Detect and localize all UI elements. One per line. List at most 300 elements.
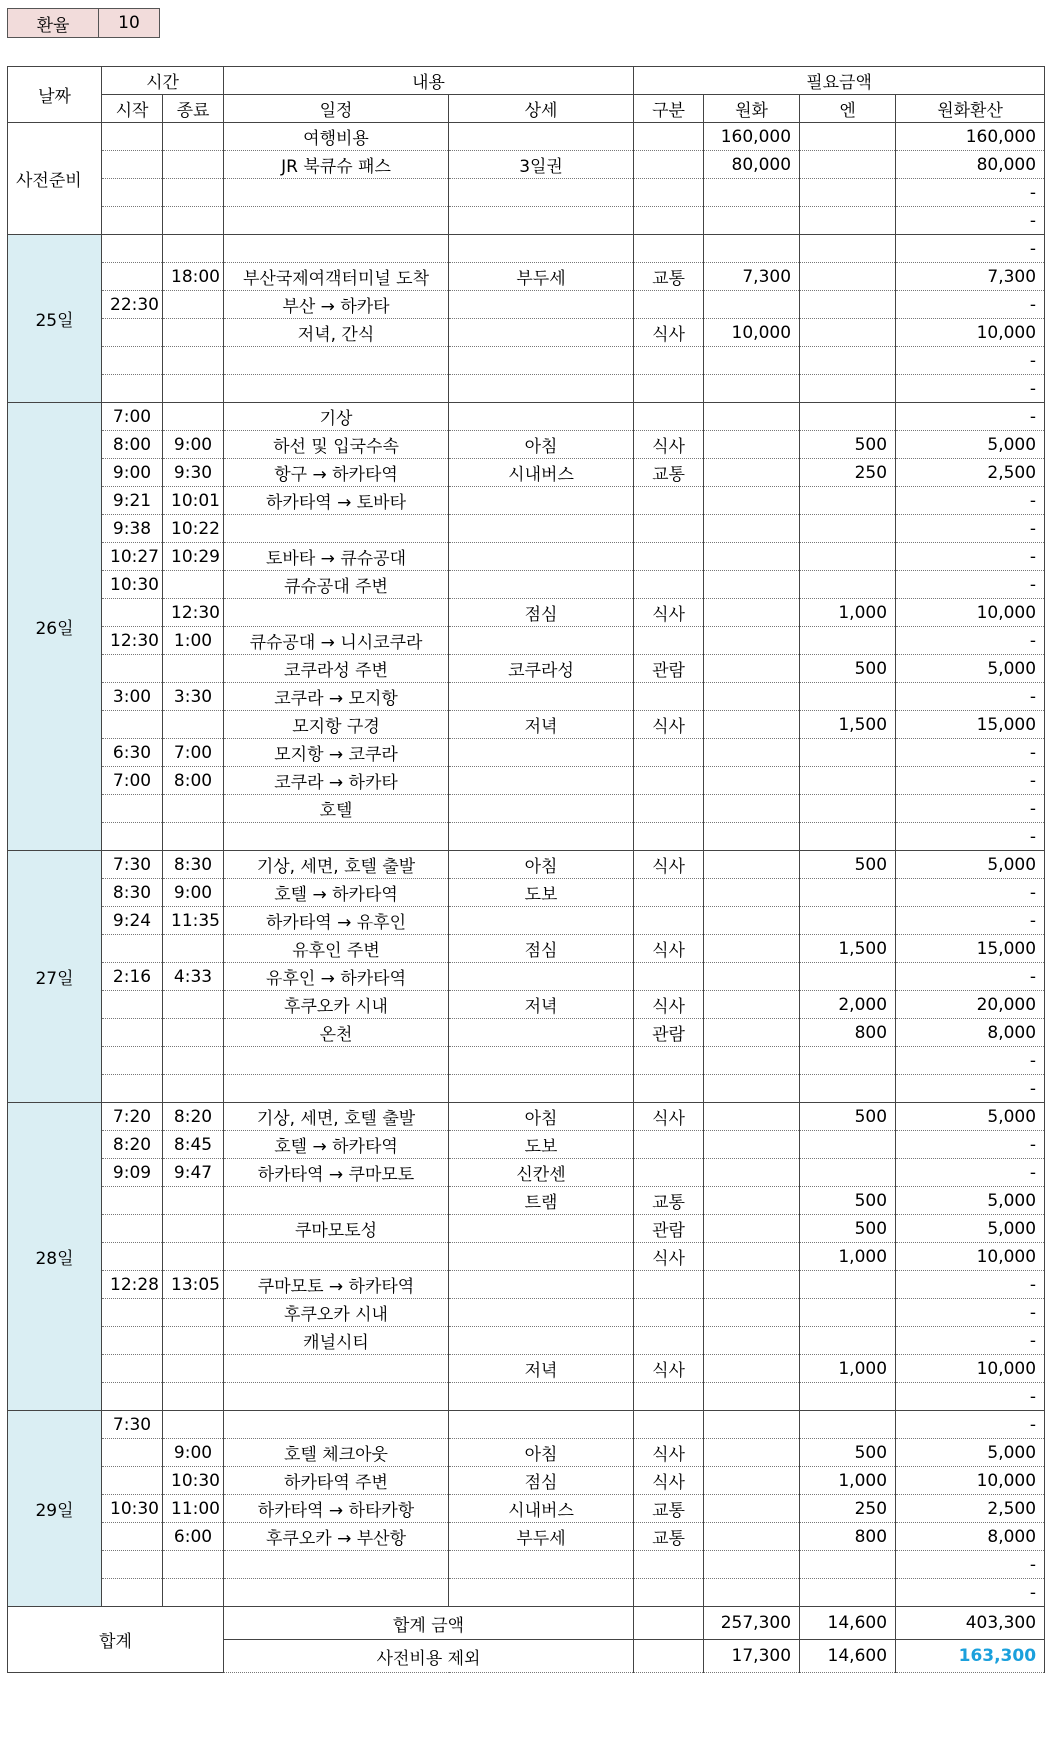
start-time-cell[interactable] <box>102 347 163 375</box>
krw-converted-cell[interactable]: - <box>896 627 1045 655</box>
category-cell[interactable]: 교통 <box>634 1495 704 1523</box>
jpy-cell[interactable] <box>800 515 896 543</box>
start-time-cell[interactable]: 12:30 <box>102 627 163 655</box>
schedule-cell[interactable]: 후쿠오카 → 부산항 <box>224 1523 449 1551</box>
krw-converted-cell[interactable]: - <box>896 1159 1045 1187</box>
category-cell[interactable] <box>634 795 704 823</box>
schedule-cell[interactable] <box>224 1579 449 1607</box>
jpy-cell[interactable] <box>800 1299 896 1327</box>
start-time-cell[interactable]: 3:00 <box>102 683 163 711</box>
detail-cell[interactable]: 점심 <box>449 599 634 627</box>
detail-cell[interactable] <box>449 543 634 571</box>
detail-cell[interactable] <box>449 1327 634 1355</box>
category-cell[interactable] <box>634 907 704 935</box>
schedule-cell[interactable]: 하카타역 주변 <box>224 1467 449 1495</box>
schedule-cell[interactable] <box>224 1187 449 1215</box>
krw-converted-cell[interactable]: 10,000 <box>896 599 1045 627</box>
start-time-cell[interactable]: 8:30 <box>102 879 163 907</box>
krw-converted-cell[interactable]: - <box>896 179 1045 207</box>
schedule-cell[interactable]: 온천 <box>224 1019 449 1047</box>
schedule-cell[interactable]: 캐널시티 <box>224 1327 449 1355</box>
end-time-cell[interactable]: 9:30 <box>163 459 224 487</box>
krw-cell[interactable] <box>704 1215 800 1243</box>
krw-cell[interactable] <box>704 851 800 879</box>
totals-item-label[interactable]: 사전비용 제외 <box>224 1640 634 1673</box>
category-cell[interactable]: 교통 <box>634 1187 704 1215</box>
start-time-cell[interactable]: 9:21 <box>102 487 163 515</box>
date-cell[interactable]: 29일 <box>8 1411 102 1607</box>
end-time-cell[interactable]: 12:30 <box>163 599 224 627</box>
krw-cell[interactable] <box>704 1103 800 1131</box>
category-cell[interactable]: 교통 <box>634 263 704 291</box>
start-time-cell[interactable]: 22:30 <box>102 291 163 319</box>
end-time-cell[interactable] <box>163 1551 224 1579</box>
jpy-cell[interactable] <box>800 1159 896 1187</box>
krw-cell[interactable] <box>704 1047 800 1075</box>
detail-cell[interactable] <box>449 1383 634 1411</box>
krw-converted-cell[interactable]: - <box>896 683 1045 711</box>
category-cell[interactable] <box>634 571 704 599</box>
krw-converted-cell[interactable]: - <box>896 1383 1045 1411</box>
jpy-cell[interactable] <box>800 543 896 571</box>
schedule-cell[interactable]: JR 북큐슈 패스 <box>224 151 449 179</box>
end-time-cell[interactable]: 3:30 <box>163 683 224 711</box>
detail-cell[interactable] <box>449 1047 634 1075</box>
krw-converted-cell[interactable]: - <box>896 291 1045 319</box>
jpy-cell[interactable] <box>800 963 896 991</box>
start-time-cell[interactable]: 7:20 <box>102 1103 163 1131</box>
start-time-cell[interactable]: 10:30 <box>102 1495 163 1523</box>
start-time-cell[interactable] <box>102 1551 163 1579</box>
schedule-cell[interactable] <box>224 1383 449 1411</box>
detail-cell[interactable] <box>449 683 634 711</box>
jpy-cell[interactable]: 1,500 <box>800 711 896 739</box>
krw-converted-cell[interactable]: - <box>896 795 1045 823</box>
end-time-cell[interactable]: 10:01 <box>163 487 224 515</box>
start-time-cell[interactable] <box>102 1187 163 1215</box>
totals-jpy-cell[interactable]: 14,600 <box>800 1607 896 1640</box>
detail-cell[interactable]: 부두세 <box>449 1523 634 1551</box>
category-cell[interactable] <box>634 767 704 795</box>
category-cell[interactable]: 식사 <box>634 319 704 347</box>
end-time-cell[interactable]: 9:00 <box>163 1439 224 1467</box>
krw-cell[interactable] <box>704 1327 800 1355</box>
end-time-cell[interactable]: 8:20 <box>163 1103 224 1131</box>
category-cell[interactable] <box>634 235 704 263</box>
krw-converted-cell[interactable]: - <box>896 347 1045 375</box>
detail-cell[interactable]: 3일권 <box>449 151 634 179</box>
jpy-cell[interactable] <box>800 179 896 207</box>
schedule-cell[interactable]: 저녁, 간식 <box>224 319 449 347</box>
detail-cell[interactable]: 신칸센 <box>449 1159 634 1187</box>
schedule-cell[interactable]: 후쿠오카 시내 <box>224 1299 449 1327</box>
category-cell[interactable] <box>634 487 704 515</box>
krw-cell[interactable] <box>704 1467 800 1495</box>
end-time-cell[interactable] <box>163 291 224 319</box>
totals-jpy-cell[interactable]: 14,600 <box>800 1640 896 1673</box>
krw-cell[interactable] <box>704 179 800 207</box>
jpy-cell[interactable] <box>800 1383 896 1411</box>
krw-converted-cell[interactable]: 5,000 <box>896 1103 1045 1131</box>
schedule-cell[interactable] <box>224 1551 449 1579</box>
start-time-cell[interactable]: 12:28 <box>102 1271 163 1299</box>
start-time-cell[interactable]: 2:16 <box>102 963 163 991</box>
jpy-cell[interactable]: 250 <box>800 1495 896 1523</box>
krw-converted-cell[interactable]: 5,000 <box>896 851 1045 879</box>
krw-converted-cell[interactable]: 5,000 <box>896 655 1045 683</box>
jpy-cell[interactable] <box>800 767 896 795</box>
start-time-cell[interactable]: 7:00 <box>102 403 163 431</box>
krw-cell[interactable] <box>704 403 800 431</box>
jpy-cell[interactable]: 500 <box>800 431 896 459</box>
schedule-cell[interactable]: 부산 → 하카타 <box>224 291 449 319</box>
category-cell[interactable] <box>634 879 704 907</box>
jpy-cell[interactable]: 250 <box>800 459 896 487</box>
category-cell[interactable]: 식사 <box>634 935 704 963</box>
detail-cell[interactable] <box>449 207 634 235</box>
krw-converted-cell[interactable]: - <box>896 963 1045 991</box>
detail-cell[interactable] <box>449 767 634 795</box>
detail-cell[interactable]: 트램 <box>449 1187 634 1215</box>
detail-cell[interactable] <box>449 291 634 319</box>
start-time-cell[interactable] <box>102 655 163 683</box>
jpy-cell[interactable] <box>800 1327 896 1355</box>
jpy-cell[interactable] <box>800 291 896 319</box>
schedule-cell[interactable] <box>224 179 449 207</box>
detail-cell[interactable]: 점심 <box>449 1467 634 1495</box>
category-cell[interactable]: 식사 <box>634 851 704 879</box>
krw-converted-cell[interactable]: 80,000 <box>896 151 1045 179</box>
detail-cell[interactable] <box>449 739 634 767</box>
detail-cell[interactable] <box>449 1579 634 1607</box>
krw-converted-cell[interactable]: - <box>896 1411 1045 1439</box>
krw-converted-cell[interactable]: - <box>896 375 1045 403</box>
krw-cell[interactable] <box>704 1439 800 1467</box>
category-cell[interactable] <box>634 151 704 179</box>
jpy-cell[interactable] <box>800 319 896 347</box>
detail-cell[interactable]: 시내버스 <box>449 1495 634 1523</box>
krw-cell[interactable] <box>704 459 800 487</box>
krw-cell[interactable] <box>704 935 800 963</box>
krw-converted-cell[interactable]: 8,000 <box>896 1019 1045 1047</box>
category-cell[interactable] <box>634 403 704 431</box>
detail-cell[interactable] <box>449 319 634 347</box>
date-cell[interactable]: 27일 <box>8 851 102 1103</box>
schedule-cell[interactable]: 쿠마모토 → 하카타역 <box>224 1271 449 1299</box>
detail-cell[interactable]: 시내버스 <box>449 459 634 487</box>
date-cell[interactable]: 28일 <box>8 1103 102 1411</box>
category-cell[interactable] <box>634 1159 704 1187</box>
krw-converted-cell[interactable]: 8,000 <box>896 1523 1045 1551</box>
jpy-cell[interactable] <box>800 1131 896 1159</box>
totals-krw-converted-cell[interactable]: 403,300 <box>896 1607 1045 1640</box>
end-time-cell[interactable] <box>163 1047 224 1075</box>
krw-converted-cell[interactable]: - <box>896 235 1045 263</box>
detail-cell[interactable] <box>449 963 634 991</box>
end-time-cell[interactable]: 18:00 <box>163 263 224 291</box>
detail-cell[interactable]: 도보 <box>449 879 634 907</box>
detail-cell[interactable] <box>449 1551 634 1579</box>
jpy-cell[interactable] <box>800 795 896 823</box>
schedule-cell[interactable]: 코쿠라 → 하카타 <box>224 767 449 795</box>
krw-converted-cell[interactable]: - <box>896 1047 1045 1075</box>
jpy-cell[interactable]: 500 <box>800 1103 896 1131</box>
end-time-cell[interactable] <box>163 123 224 151</box>
krw-cell[interactable] <box>704 627 800 655</box>
schedule-cell[interactable]: 코쿠라 → 모지항 <box>224 683 449 711</box>
start-time-cell[interactable]: 9:00 <box>102 459 163 487</box>
end-time-cell[interactable]: 9:00 <box>163 879 224 907</box>
category-cell[interactable]: 식사 <box>634 1243 704 1271</box>
schedule-cell[interactable]: 코쿠라성 주변 <box>224 655 449 683</box>
jpy-cell[interactable] <box>800 1411 896 1439</box>
end-time-cell[interactable]: 7:00 <box>163 739 224 767</box>
category-cell[interactable]: 식사 <box>634 1355 704 1383</box>
category-cell[interactable] <box>634 207 704 235</box>
jpy-cell[interactable]: 500 <box>800 655 896 683</box>
detail-cell[interactable] <box>449 1019 634 1047</box>
schedule-cell[interactable]: 유후인 주변 <box>224 935 449 963</box>
krw-cell[interactable] <box>704 431 800 459</box>
end-time-cell[interactable] <box>163 1327 224 1355</box>
category-cell[interactable] <box>634 1411 704 1439</box>
krw-converted-cell[interactable]: 15,000 <box>896 711 1045 739</box>
start-time-cell[interactable] <box>102 1383 163 1411</box>
krw-converted-cell[interactable]: 5,000 <box>896 1439 1045 1467</box>
krw-cell[interactable] <box>704 1579 800 1607</box>
schedule-cell[interactable]: 하카타역 → 쿠마모토 <box>224 1159 449 1187</box>
krw-converted-cell[interactable]: - <box>896 543 1045 571</box>
krw-cell[interactable] <box>704 1495 800 1523</box>
category-cell[interactable] <box>634 1271 704 1299</box>
krw-cell[interactable] <box>704 991 800 1019</box>
schedule-cell[interactable]: 항구 → 하카타역 <box>224 459 449 487</box>
detail-cell[interactable] <box>449 403 634 431</box>
start-time-cell[interactable] <box>102 1075 163 1103</box>
jpy-cell[interactable] <box>800 739 896 767</box>
krw-cell[interactable] <box>704 571 800 599</box>
date-cell[interactable]: 25일 <box>8 235 102 403</box>
detail-cell[interactable]: 아침 <box>449 431 634 459</box>
schedule-cell[interactable] <box>224 235 449 263</box>
schedule-cell[interactable]: 호텔 → 하카타역 <box>224 879 449 907</box>
end-time-cell[interactable]: 13:05 <box>163 1271 224 1299</box>
category-cell[interactable] <box>634 1075 704 1103</box>
detail-cell[interactable] <box>449 1411 634 1439</box>
category-cell[interactable] <box>634 823 704 851</box>
krw-cell[interactable] <box>704 1243 800 1271</box>
start-time-cell[interactable] <box>102 207 163 235</box>
category-cell[interactable]: 식사 <box>634 431 704 459</box>
jpy-cell[interactable]: 1,000 <box>800 1355 896 1383</box>
schedule-cell[interactable] <box>224 1047 449 1075</box>
start-time-cell[interactable] <box>102 1327 163 1355</box>
krw-cell[interactable]: 160,000 <box>704 123 800 151</box>
krw-converted-cell[interactable]: 10,000 <box>896 1243 1045 1271</box>
category-cell[interactable] <box>634 739 704 767</box>
category-cell[interactable] <box>634 1579 704 1607</box>
krw-cell[interactable] <box>704 739 800 767</box>
detail-cell[interactable]: 아침 <box>449 1439 634 1467</box>
detail-cell[interactable]: 저녁 <box>449 1355 634 1383</box>
schedule-cell[interactable]: 하카타역 → 토바타 <box>224 487 449 515</box>
start-time-cell[interactable]: 8:20 <box>102 1131 163 1159</box>
detail-cell[interactable] <box>449 571 634 599</box>
category-cell[interactable] <box>634 347 704 375</box>
schedule-cell[interactable] <box>224 207 449 235</box>
schedule-cell[interactable] <box>224 1075 449 1103</box>
krw-converted-cell[interactable]: - <box>896 767 1045 795</box>
jpy-cell[interactable] <box>800 1047 896 1075</box>
category-cell[interactable]: 식사 <box>634 1467 704 1495</box>
detail-cell[interactable]: 아침 <box>449 851 634 879</box>
jpy-cell[interactable]: 500 <box>800 1215 896 1243</box>
krw-cell[interactable] <box>704 1019 800 1047</box>
category-cell[interactable] <box>634 683 704 711</box>
krw-converted-cell[interactable]: 160,000 <box>896 123 1045 151</box>
krw-converted-cell[interactable]: - <box>896 823 1045 851</box>
krw-cell[interactable] <box>704 1159 800 1187</box>
end-time-cell[interactable] <box>163 711 224 739</box>
schedule-cell[interactable]: 호텔 <box>224 795 449 823</box>
krw-converted-cell[interactable]: - <box>896 1075 1045 1103</box>
start-time-cell[interactable]: 10:30 <box>102 571 163 599</box>
krw-cell[interactable] <box>704 599 800 627</box>
schedule-cell[interactable]: 하카타역 → 유후인 <box>224 907 449 935</box>
krw-cell[interactable] <box>704 1271 800 1299</box>
krw-cell[interactable] <box>704 1187 800 1215</box>
krw-cell[interactable] <box>704 1551 800 1579</box>
jpy-cell[interactable] <box>800 347 896 375</box>
schedule-cell[interactable]: 여행비용 <box>224 123 449 151</box>
detail-cell[interactable] <box>449 1215 634 1243</box>
jpy-cell[interactable] <box>800 1579 896 1607</box>
category-cell[interactable]: 관람 <box>634 1019 704 1047</box>
end-time-cell[interactable]: 10:29 <box>163 543 224 571</box>
category-cell[interactable] <box>634 1551 704 1579</box>
schedule-cell[interactable]: 기상, 세면, 호텔 출발 <box>224 1103 449 1131</box>
krw-converted-cell[interactable]: - <box>896 1327 1045 1355</box>
jpy-cell[interactable]: 2,000 <box>800 991 896 1019</box>
krw-converted-cell[interactable]: - <box>896 403 1045 431</box>
start-time-cell[interactable]: 9:24 <box>102 907 163 935</box>
start-time-cell[interactable] <box>102 1243 163 1271</box>
krw-cell[interactable] <box>704 291 800 319</box>
krw-converted-cell[interactable]: - <box>896 1131 1045 1159</box>
schedule-cell[interactable] <box>224 1411 449 1439</box>
category-cell[interactable]: 교통 <box>634 459 704 487</box>
end-time-cell[interactable] <box>163 1215 224 1243</box>
end-time-cell[interactable] <box>163 1019 224 1047</box>
jpy-cell[interactable] <box>800 571 896 599</box>
jpy-cell[interactable]: 1,000 <box>800 599 896 627</box>
krw-converted-cell[interactable]: - <box>896 207 1045 235</box>
category-cell[interactable] <box>634 375 704 403</box>
krw-cell[interactable] <box>704 235 800 263</box>
category-cell[interactable]: 식사 <box>634 711 704 739</box>
end-time-cell[interactable] <box>163 235 224 263</box>
detail-cell[interactable] <box>449 823 634 851</box>
krw-cell[interactable] <box>704 1299 800 1327</box>
jpy-cell[interactable] <box>800 823 896 851</box>
end-time-cell[interactable] <box>163 655 224 683</box>
category-cell[interactable] <box>634 291 704 319</box>
krw-cell[interactable] <box>704 1075 800 1103</box>
totals-item-label[interactable]: 합계 금액 <box>224 1607 634 1640</box>
schedule-cell[interactable]: 부산국제여객터미널 도착 <box>224 263 449 291</box>
schedule-cell[interactable]: 하선 및 입국수속 <box>224 431 449 459</box>
end-time-cell[interactable] <box>163 179 224 207</box>
schedule-cell[interactable]: 기상, 세면, 호텔 출발 <box>224 851 449 879</box>
category-cell[interactable]: 관람 <box>634 1215 704 1243</box>
jpy-cell[interactable]: 1,000 <box>800 1467 896 1495</box>
krw-converted-cell[interactable]: 2,500 <box>896 459 1045 487</box>
jpy-cell[interactable] <box>800 235 896 263</box>
detail-cell[interactable]: 저녁 <box>449 991 634 1019</box>
category-cell[interactable] <box>634 627 704 655</box>
krw-cell[interactable] <box>704 1383 800 1411</box>
krw-converted-cell[interactable]: - <box>896 487 1045 515</box>
detail-cell[interactable]: 코쿠라성 <box>449 655 634 683</box>
krw-converted-cell[interactable]: 5,000 <box>896 1187 1045 1215</box>
krw-converted-cell[interactable]: - <box>896 1579 1045 1607</box>
krw-converted-cell[interactable]: 10,000 <box>896 319 1045 347</box>
krw-converted-cell[interactable]: 15,000 <box>896 935 1045 963</box>
schedule-cell[interactable] <box>224 1243 449 1271</box>
krw-converted-cell[interactable]: 10,000 <box>896 1355 1045 1383</box>
jpy-cell[interactable] <box>800 207 896 235</box>
start-time-cell[interactable] <box>102 823 163 851</box>
end-time-cell[interactable]: 9:00 <box>163 431 224 459</box>
krw-converted-cell[interactable]: 20,000 <box>896 991 1045 1019</box>
end-time-cell[interactable]: 4:33 <box>163 963 224 991</box>
krw-cell[interactable] <box>704 207 800 235</box>
category-cell[interactable]: 식사 <box>634 991 704 1019</box>
detail-cell[interactable]: 부두세 <box>449 263 634 291</box>
end-time-cell[interactable]: 8:00 <box>163 767 224 795</box>
krw-converted-cell[interactable]: - <box>896 571 1045 599</box>
jpy-cell[interactable]: 500 <box>800 1439 896 1467</box>
category-cell[interactable] <box>634 543 704 571</box>
end-time-cell[interactable] <box>163 1383 224 1411</box>
krw-cell[interactable] <box>704 655 800 683</box>
totals-krw-cell[interactable]: 17,300 <box>704 1640 800 1673</box>
detail-cell[interactable] <box>449 907 634 935</box>
krw-cell[interactable]: 10,000 <box>704 319 800 347</box>
totals-krw-cell[interactable]: 257,300 <box>704 1607 800 1640</box>
date-cell[interactable]: 사전준비 <box>8 123 102 235</box>
krw-cell[interactable] <box>704 1131 800 1159</box>
schedule-cell[interactable] <box>224 347 449 375</box>
krw-cell[interactable]: 80,000 <box>704 151 800 179</box>
start-time-cell[interactable] <box>102 179 163 207</box>
krw-converted-cell[interactable]: 5,000 <box>896 431 1045 459</box>
schedule-cell[interactable] <box>224 375 449 403</box>
jpy-cell[interactable] <box>800 487 896 515</box>
category-cell[interactable] <box>634 1131 704 1159</box>
detail-cell[interactable] <box>449 235 634 263</box>
krw-converted-cell[interactable]: - <box>896 739 1045 767</box>
krw-cell[interactable] <box>704 543 800 571</box>
jpy-cell[interactable] <box>800 123 896 151</box>
category-cell[interactable] <box>634 515 704 543</box>
jpy-cell[interactable]: 1,000 <box>800 1243 896 1271</box>
schedule-cell[interactable]: 모지항 구경 <box>224 711 449 739</box>
end-time-cell[interactable] <box>163 1075 224 1103</box>
category-cell[interactable] <box>634 963 704 991</box>
krw-cell[interactable] <box>704 1411 800 1439</box>
start-time-cell[interactable]: 7:30 <box>102 851 163 879</box>
